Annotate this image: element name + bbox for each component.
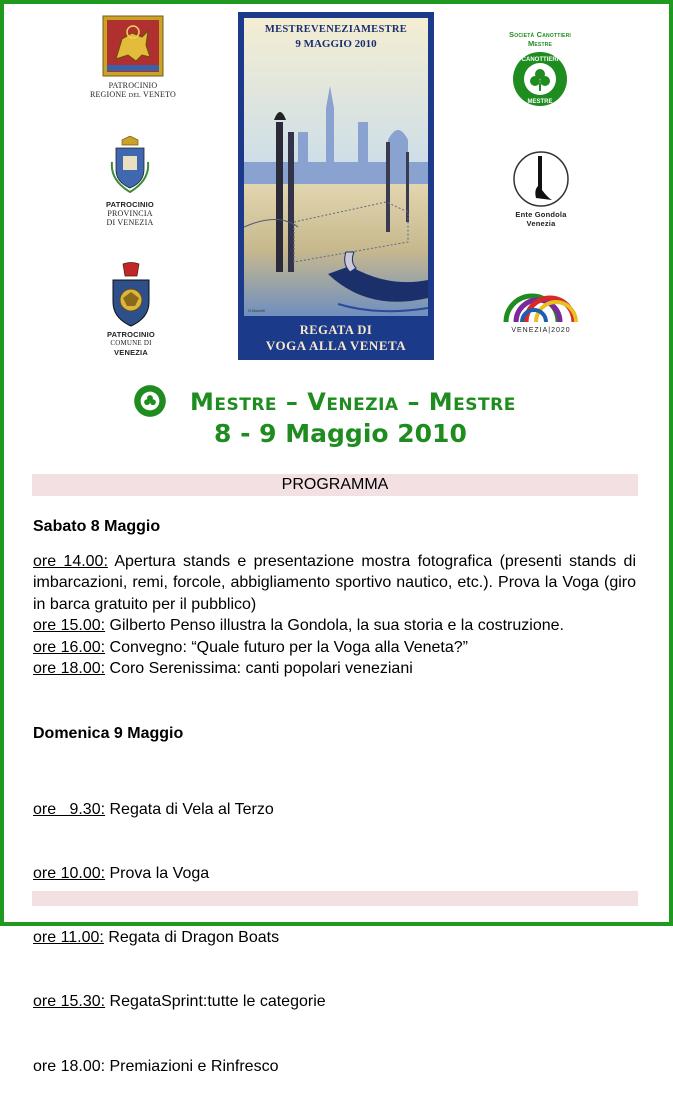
comune-caption-3: VENEZIA	[114, 348, 148, 357]
provincia-venezia-logo	[90, 136, 170, 227]
provincia-caption-1: PATROCINIO	[106, 200, 154, 209]
schedule-item: ore 9.30: Regata di Vela al Terzo	[33, 800, 274, 818]
gondola-ferro-icon	[512, 150, 570, 208]
gondola-caption-1: Ente Gondola	[515, 210, 567, 219]
saturday-title: Sabato 8 Maggio	[33, 518, 161, 535]
lion-of-st-mark-icon	[102, 15, 164, 77]
venezia-2020-logo	[496, 284, 586, 335]
svg-text:CANOTTIERI: CANOTTIERI	[521, 57, 559, 63]
ente-gondola-logo	[496, 150, 586, 228]
provincia-crest-icon	[110, 136, 150, 194]
schedule-item: ore 15.30: RegataSprint:tutte le categorie	[33, 993, 326, 1011]
provincia-caption-2: PROVINCIA	[107, 209, 153, 218]
saturday-schedule	[33, 551, 636, 679]
venice-lagoon-illustration	[238, 12, 434, 360]
provincia-caption-3: DI VENEZIA	[106, 218, 154, 227]
schedule-item: ore 16.00: Convegno: “Quale futuro per la Voga alla Veneta?”	[33, 638, 468, 656]
canottieri-small-icon	[133, 384, 167, 418]
footer-band	[32, 891, 638, 906]
venezia-2020-arcs-icon	[500, 284, 582, 324]
svg-text:MESTRE: MESTRE	[527, 99, 553, 105]
schedule-item: ore 18.00: Coro Serenissima: canti popolari veneziani	[33, 660, 413, 678]
poster-bottom-line1: REGATA DI	[299, 323, 373, 337]
regione-veneto-logo	[78, 15, 188, 101]
schedule-item: ore 18.00: Premiazioni e Rinfresco	[33, 1057, 279, 1075]
dates-heading: 8 - 9 Maggio 2010	[214, 419, 467, 448]
schedule-item: ore 14.00: Apertura stands e presentazione mostra fotografica (presenti stands di imbarcazioni, remi, forcole, abbigliamento sportivo nautico, etc.). Prova la Voga (giro in barca gratuito per il pubblico)	[33, 553, 636, 613]
comune-venezia-logo	[95, 262, 167, 357]
regione-caption-2: REGIONE DEL VENETO	[89, 90, 177, 99]
route-heading: Mestre – Venezia – Mestre	[190, 388, 516, 416]
sunday-schedule	[33, 756, 636, 1099]
canottieri-caption-1: Società Canottieri	[509, 30, 571, 39]
comune-crest-icon	[107, 262, 155, 328]
canottieri-mestre-logo	[490, 30, 590, 108]
comune-caption-2: COMUNE DI	[110, 339, 152, 347]
venezia-2020-caption: VENEZIA|2020	[511, 327, 571, 334]
sunday-title: Domenica 9 Maggio	[33, 725, 184, 742]
schedule-item: ore 11.00: Regata di Dragon Boats	[33, 929, 280, 947]
programma-band	[32, 474, 638, 496]
schedule-item: ore 10.00: Prova la Voga	[33, 865, 210, 883]
poster-title-line1: MESTREVENEZIAMESTRE	[264, 24, 408, 35]
poster-title-line2: 9 MAGGIO 2010	[295, 38, 377, 50]
schedule-item: ore 15.00: Gilberto Penso illustra la Gondola, la sua storia e la costruzione.	[33, 617, 564, 635]
poster-bottom-line2: VOGA ALLA VENETA	[265, 338, 407, 353]
regata-poster	[238, 12, 434, 360]
canottieri-caption-2: Mestre	[527, 39, 553, 48]
clover-ring-icon	[511, 50, 569, 108]
programma-label: PROGRAMMA	[281, 476, 389, 493]
regione-caption-1: PATROCINIO	[108, 81, 158, 90]
poster-signature: G.Bonetti	[248, 308, 265, 313]
comune-caption-1: PATROCINIO	[107, 330, 155, 339]
gondola-caption-2: Venezia	[526, 219, 556, 228]
